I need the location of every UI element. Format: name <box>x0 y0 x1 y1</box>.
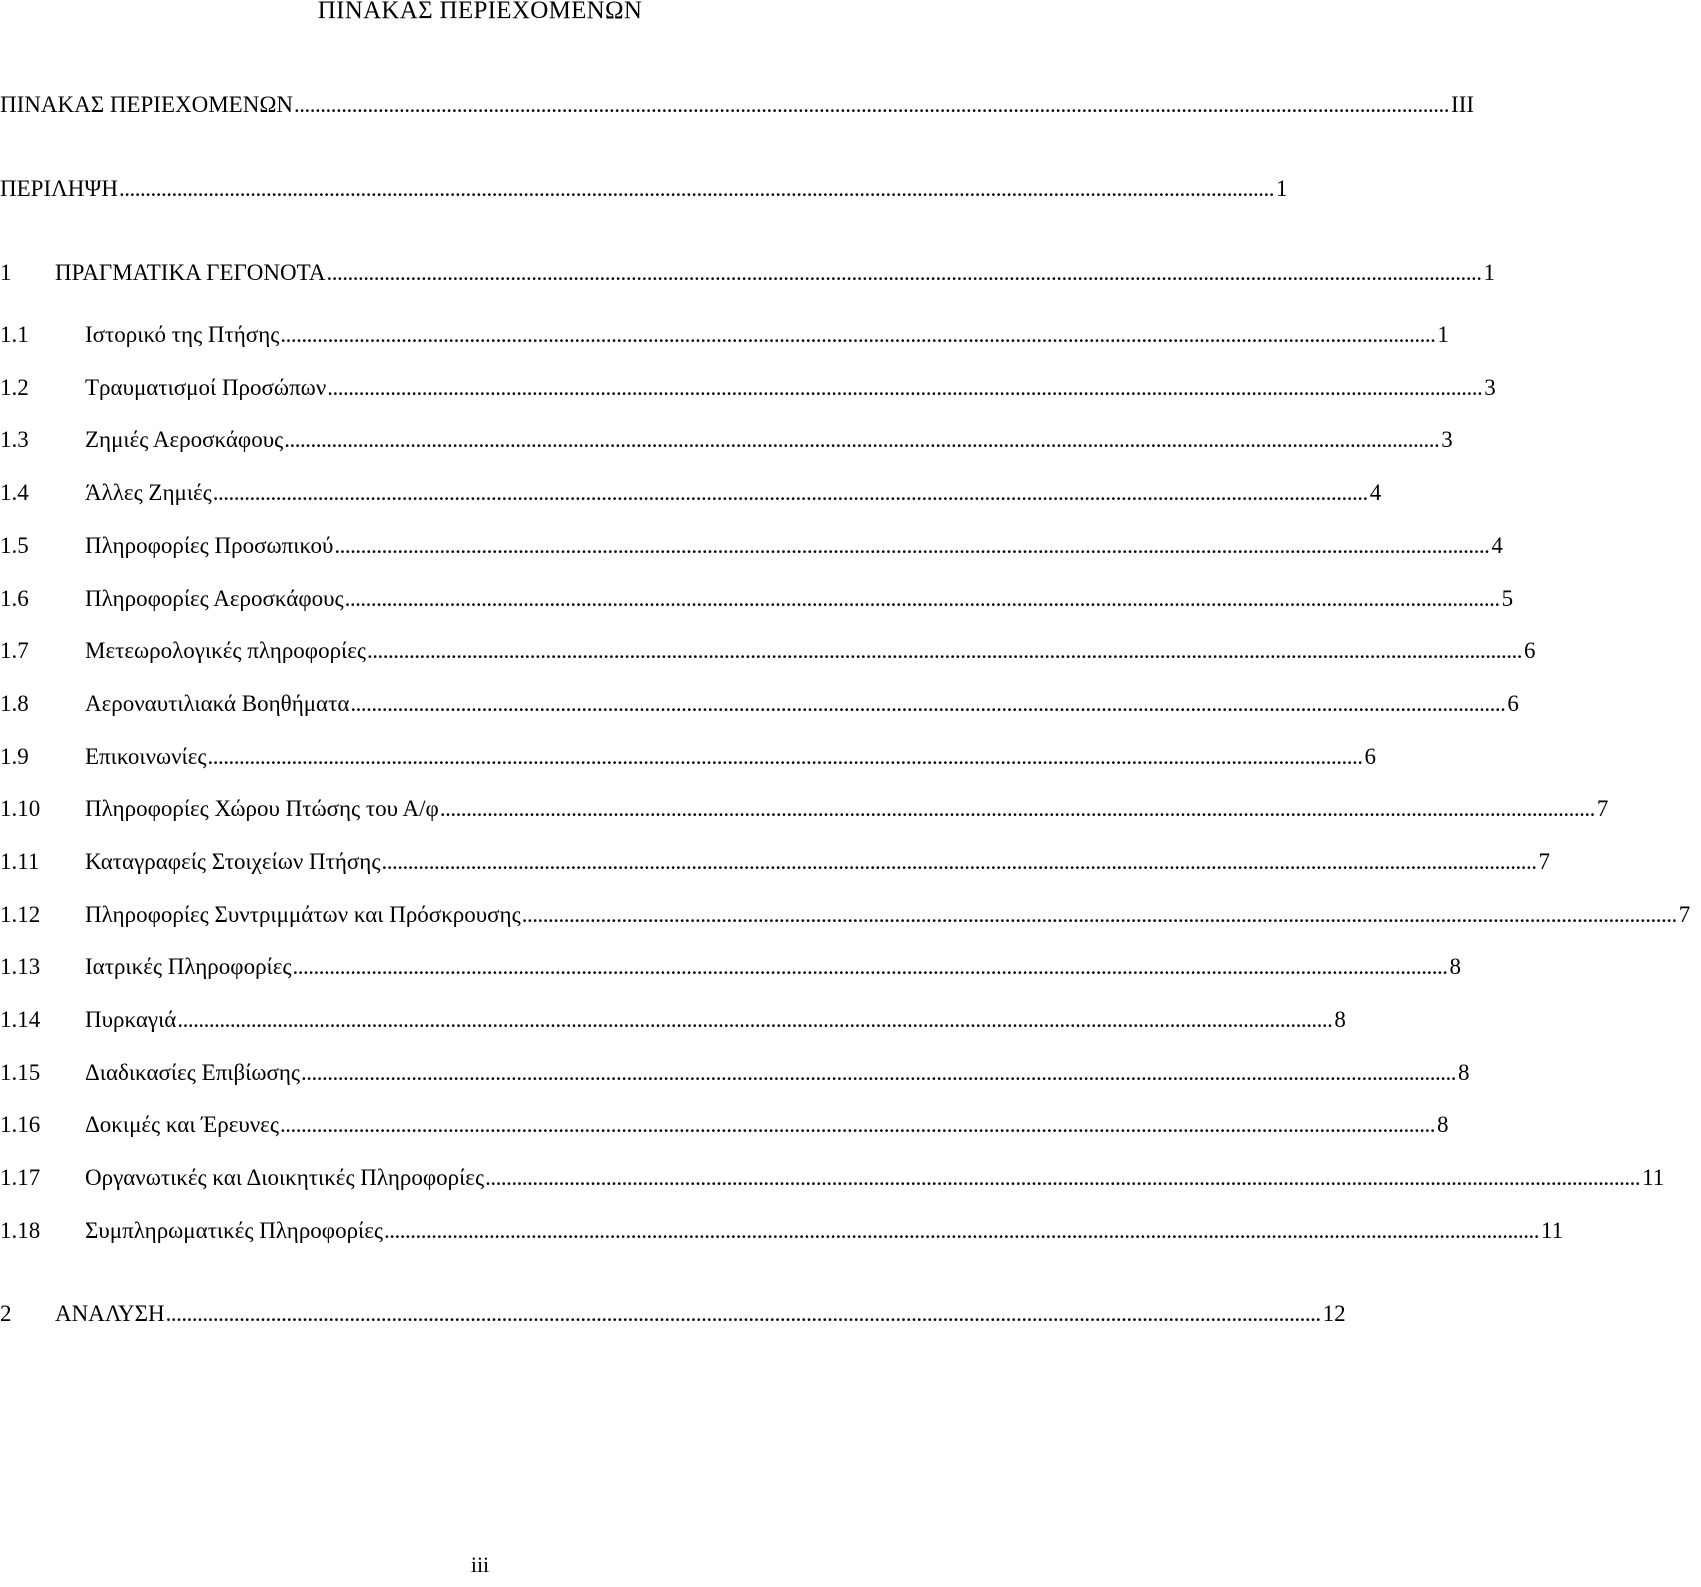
toc-entry-number: 1.7 <box>0 638 29 663</box>
toc-entry-number: 1.14 <box>0 1007 41 1032</box>
toc-dot-leader: ............................................................................................................................................................................................................................ <box>301 1060 1457 1085</box>
toc-entry-page: 1 <box>1483 260 1495 285</box>
toc-entry[interactable] <box>0 947 1461 981</box>
toc-dot-leader: ............................................................................................................................................................................................................................ <box>326 260 1482 285</box>
toc-dot-leader: ............................................................................................................................................................................................................................ <box>384 1218 1540 1243</box>
toc-entry[interactable] <box>0 368 1496 402</box>
toc-entry-page: 8 <box>1334 1007 1346 1032</box>
toc-entry-number: 1.16 <box>0 1112 41 1137</box>
toc-entry-page: 8 <box>1449 954 1461 979</box>
toc-entry-page: 1 <box>1275 176 1288 201</box>
toc-entry[interactable] <box>0 895 1691 929</box>
toc-entry[interactable] <box>0 737 1377 771</box>
toc-entry-label: ΠΙΝΑΚΑΣ ΠΕΡΙΕΧΟΜΕΝΩΝ <box>0 92 294 117</box>
toc-entry-label: ΠΡΑΓΜΑΤΙΚΑ ΓΕΓΟΝΟΤΑ <box>55 260 326 285</box>
toc-dot-leader: ............................................................................................................................................................................................................................ <box>207 744 1363 769</box>
toc-entry-number: 1.2 <box>0 375 29 400</box>
toc-dot-leader: ............................................................................................................................................................................................................................ <box>485 1165 1641 1190</box>
toc-entry-page: 5 <box>1501 586 1514 611</box>
toc-entry-number: 1.15 <box>0 1060 41 1085</box>
toc-entry-page: 8 <box>1436 1112 1449 1137</box>
toc-entry-page: 12 <box>1322 1301 1346 1326</box>
toc-entry[interactable] <box>0 315 1449 349</box>
toc-entry-page: 6 <box>1507 691 1519 716</box>
toc-entry-page: 8 <box>1458 1060 1470 1085</box>
toc-entry-number: 1.9 <box>0 744 29 769</box>
toc-entry[interactable] <box>0 1053 1470 1087</box>
toc-entry-page: 4 <box>1491 533 1503 558</box>
toc-entry[interactable] <box>0 1294 1346 1328</box>
toc-entry-label: Διαδικασίες Επιβίωσης <box>85 1060 301 1085</box>
toc-entry-number: 1.1 <box>0 322 29 347</box>
toc-entry-label: Καταγραφείς Στοιχείων Πτήσης <box>85 849 381 874</box>
page-title: ΠΙΝΑΚΑΣ ΠΕΡΙΕΧΟΜΕΝΩΝ <box>317 0 643 24</box>
toc-dot-leader: ............................................................................................................................................................................................................................ <box>118 176 1274 201</box>
toc-entry-label: Ιστορικό της Πτήσης <box>85 322 280 347</box>
toc-entry-number: 1.12 <box>0 902 41 927</box>
toc-dot-leader: ............................................................................................................................................................................................................................ <box>279 1112 1435 1137</box>
toc-dot-leader: ............................................................................................................................................................................................................................ <box>212 480 1368 505</box>
toc-entry[interactable] <box>0 473 1382 507</box>
toc-entry-label: ΑΝΑΛΥΣΗ <box>55 1301 165 1326</box>
toc-entry-number: 1.17 <box>0 1165 41 1190</box>
toc-entry-page: 11 <box>1642 1165 1665 1190</box>
toc-entry-label: Πληροφορίες Συντριμμάτων και Πρόσκρουσης <box>85 902 521 927</box>
toc-entry-page: 3 <box>1441 427 1453 452</box>
toc-dot-leader: ............................................................................................................................................................................................................................ <box>381 849 1537 874</box>
toc-entry-label: Πληροφορίες Αεροσκάφους <box>85 586 344 611</box>
toc-entry-page: 4 <box>1369 480 1382 505</box>
toc-entry[interactable] <box>0 842 1550 876</box>
toc-dot-leader: ............................................................................................................................................................................................................................ <box>177 1007 1333 1032</box>
toc-entry-label: Δοκιμές και Έρευνες <box>85 1112 279 1137</box>
toc-dot-leader: ............................................................................................................................................................................................................................ <box>280 322 1436 347</box>
toc-entry-label: Οργανωτικές και Διοικητικές Πληροφορίες <box>85 1165 485 1190</box>
toc-entry-number: 2 <box>0 1301 12 1326</box>
toc-entry-label: ΠΕΡΙΛΗΨΗ <box>0 176 118 201</box>
toc-dot-leader: ............................................................................................................................................................................................................................ <box>292 954 1448 979</box>
toc-entry[interactable] <box>0 684 1519 718</box>
toc-entry-page: 6 <box>1364 744 1377 769</box>
toc-entry-page: 11 <box>1541 1218 1564 1243</box>
toc-dot-leader: ............................................................................................................................................................................................................................ <box>294 92 1450 117</box>
toc-dot-leader: ............................................................................................................................................................................................................................ <box>284 427 1440 452</box>
toc-entry-label: Πληροφορίες Προσωπικού <box>85 533 334 558</box>
toc-entry-number: 1.5 <box>0 533 29 558</box>
toc-entry[interactable] <box>0 420 1453 454</box>
toc-entry-page: III <box>1451 92 1475 117</box>
page-number: iii <box>470 1552 490 1577</box>
toc-entry[interactable] <box>0 631 1536 665</box>
toc-entry-page: 7 <box>1538 849 1550 874</box>
toc-entry[interactable] <box>0 169 1288 203</box>
toc-entry-label: Άλλες Ζημιές <box>85 480 212 505</box>
toc-entry-page: 3 <box>1484 375 1496 400</box>
toc-entry-number: 1.13 <box>0 954 41 979</box>
toc-entry-label: Τραυματισμοί Προσώπων <box>85 375 327 400</box>
toc-entry-number: 1.8 <box>0 691 29 716</box>
toc-dot-leader: ............................................................................................................................................................................................................................ <box>521 902 1677 927</box>
toc-entry-label: Πυρκαγιά <box>85 1007 177 1032</box>
toc-dot-leader: ............................................................................................................................................................................................................................ <box>327 375 1483 400</box>
toc-entry[interactable] <box>0 1105 1449 1139</box>
toc-dot-leader: ............................................................................................................................................................................................................................ <box>334 533 1490 558</box>
toc-entry-label: Επικοινωνίες <box>85 744 207 769</box>
toc-entry[interactable] <box>0 85 1475 119</box>
toc-entry[interactable] <box>0 1158 1665 1192</box>
toc-entry-label: Ιατρικές Πληροφορίες <box>85 954 292 979</box>
toc-entry-label: Μετεωρολογικές πληροφορίες <box>85 638 367 663</box>
toc-entry[interactable] <box>0 1000 1346 1034</box>
toc-entry-label: Αεροναυτιλιακά Βοηθήματα <box>85 691 350 716</box>
toc-entry-number: 1.10 <box>0 796 41 821</box>
toc-entry-number: 1.18 <box>0 1218 41 1243</box>
toc-entry-label: Πληροφορίες Χώρου Πτώσης του Α/φ <box>85 796 439 821</box>
toc-entry[interactable] <box>0 253 1495 287</box>
toc-entry-number: 1.3 <box>0 427 29 452</box>
toc-dot-leader: ............................................................................................................................................................................................................................ <box>344 586 1500 611</box>
toc-entry-page: 6 <box>1524 638 1536 663</box>
toc-entry-page: 7 <box>1678 902 1691 927</box>
toc-entry-page: 7 <box>1596 796 1609 821</box>
toc-entry-label: Ζημιές Αεροσκάφους <box>85 427 284 452</box>
toc-dot-leader: ............................................................................................................................................................................................................................ <box>165 1301 1321 1326</box>
toc-entry-page: 1 <box>1437 322 1449 347</box>
toc-entry[interactable] <box>0 579 1514 613</box>
toc-entry-number: 1.4 <box>0 480 29 505</box>
toc-entry-number: 1 <box>0 260 12 285</box>
toc-entry[interactable] <box>0 1211 1564 1245</box>
toc-entry-number: 1.6 <box>0 586 29 611</box>
toc-entry-number: 1.11 <box>0 849 40 874</box>
toc-dot-leader: ............................................................................................................................................................................................................................ <box>439 796 1595 821</box>
toc-entry[interactable] <box>0 789 1609 823</box>
toc-dot-leader: ............................................................................................................................................................................................................................ <box>350 691 1506 716</box>
toc-entry[interactable] <box>0 526 1503 560</box>
toc-entry-label: Συμπληρωματικές Πληροφορίες <box>85 1218 384 1243</box>
toc-dot-leader: ............................................................................................................................................................................................................................ <box>367 638 1523 663</box>
